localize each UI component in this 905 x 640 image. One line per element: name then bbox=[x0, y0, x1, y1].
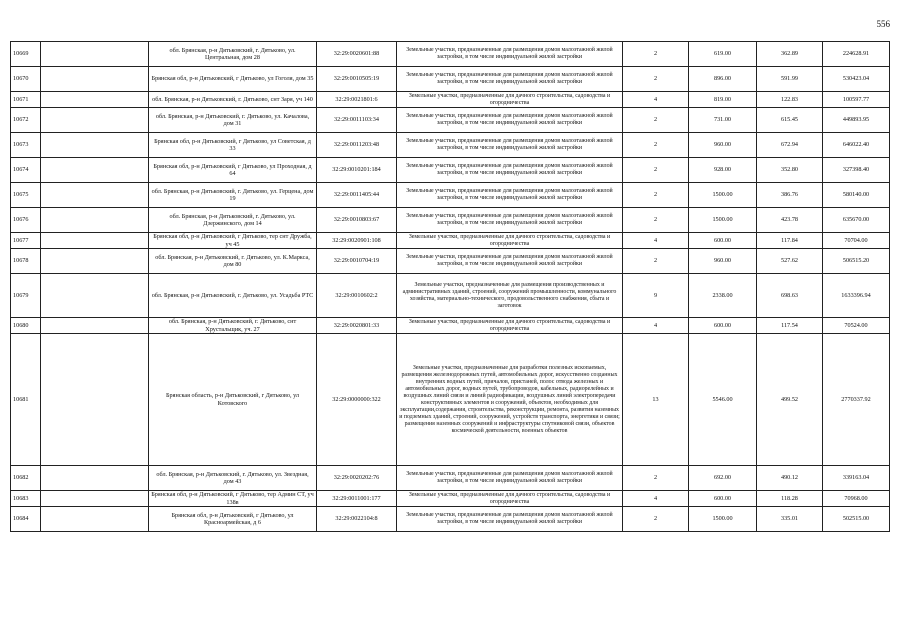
row-cadastral-number: 32:29:0010602:2 bbox=[317, 274, 397, 318]
row-rate: 698.63 bbox=[757, 274, 823, 318]
row-zone: 2 bbox=[623, 133, 689, 158]
row-land-use: Земельные участки, предназначенные для размещения домов малоэтажной жилой застройки, в том числе индивидуальной жилой застройки bbox=[397, 158, 623, 183]
row-zone: 2 bbox=[623, 183, 689, 208]
gap-cell bbox=[41, 108, 149, 133]
row-id: 10670 bbox=[11, 67, 41, 92]
gap-cell bbox=[41, 491, 149, 507]
row-zone: 2 bbox=[623, 466, 689, 491]
row-rate: 122.83 bbox=[757, 92, 823, 108]
row-land-use: Земельные участки, предназначенные для дачного строительства, садоводства и огородничества bbox=[397, 491, 623, 507]
gap-cell bbox=[41, 42, 149, 67]
row-cadastral-number: 32:29:0011001:177 bbox=[317, 491, 397, 507]
row-rate: 386.76 bbox=[757, 183, 823, 208]
row-cadastral-number: 32:29:0010803:67 bbox=[317, 208, 397, 233]
row-cadastral-number: 32:29:0010505:19 bbox=[317, 67, 397, 92]
row-cadastral-value: 70704.00 bbox=[823, 233, 890, 249]
row-address: Брянская обл, р-н Дятьковский, г Дятьково, тер снт Дружба, уч 45 bbox=[149, 233, 317, 249]
row-rate: 335.01 bbox=[757, 507, 823, 532]
gap-cell bbox=[41, 318, 149, 334]
row-address: обл. Брянская, р-н Дятьковский, г. Дятьково, ул. Дзержинского, дом 14 bbox=[149, 208, 317, 233]
row-rate: 527.62 bbox=[757, 249, 823, 274]
row-id: 10680 bbox=[11, 318, 41, 334]
row-land-use: Земельные участки, предназначенные для размещения производственных и административных зданий, строений, сооружений промышленности, коммунального хозяйства, материально-технического, продовольственного снабжения, сбыта и заготовок bbox=[397, 274, 623, 318]
row-address: обл. Брянская, р-н Дятьковский, г. Дятьково, ул. Звездная, дом 43 bbox=[149, 466, 317, 491]
row-zone: 2 bbox=[623, 108, 689, 133]
row-land-use: Земельные участки, предназначенные для размещения домов малоэтажной жилой застройки, в том числе индивидуальной жилой застройки bbox=[397, 507, 623, 532]
row-address: Брянская обл, р-н Дятьковский, г Дятьково, тер Админ СТ, уч 138в bbox=[149, 491, 317, 507]
row-area: 896.00 bbox=[689, 67, 757, 92]
row-cadastral-number: 32:29:0010201:184 bbox=[317, 158, 397, 183]
row-address: Брянская обл, р-н Дятьковский, г Дятьково, ул Гоголя, дом 35 bbox=[149, 67, 317, 92]
row-rate: 499.52 bbox=[757, 334, 823, 466]
row-zone: 2 bbox=[623, 208, 689, 233]
row-land-use: Земельные участки, предназначенные для размещения домов малоэтажной жилой застройки, в том числе индивидуальной жилой застройки bbox=[397, 466, 623, 491]
page-number: 556 bbox=[876, 19, 890, 29]
row-area: 600.00 bbox=[689, 491, 757, 507]
row-cadastral-number: 32:29:0020601:88 bbox=[317, 42, 397, 67]
gap-cell bbox=[41, 233, 149, 249]
gap-cell bbox=[41, 208, 149, 233]
row-area: 5546.00 bbox=[689, 334, 757, 466]
row-rate: 362.89 bbox=[757, 42, 823, 67]
row-rate: 118.28 bbox=[757, 491, 823, 507]
table-row bbox=[11, 183, 890, 208]
row-zone: 9 bbox=[623, 274, 689, 318]
table-row bbox=[11, 334, 890, 466]
row-cadastral-value: 502515.00 bbox=[823, 507, 890, 532]
row-cadastral-number: 32:29:0020801:33 bbox=[317, 318, 397, 334]
gap-cell bbox=[41, 133, 149, 158]
table-row bbox=[11, 133, 890, 158]
row-cadastral-value: 70968.00 bbox=[823, 491, 890, 507]
row-id: 10681 bbox=[11, 334, 41, 466]
table-row bbox=[11, 208, 890, 233]
gap-cell bbox=[41, 67, 149, 92]
row-zone: 4 bbox=[623, 233, 689, 249]
registry-body bbox=[11, 42, 890, 532]
row-address: обл. Брянская, р-н Дятьковский, г. Дятьково, ул. Центральная, дом 28 bbox=[149, 42, 317, 67]
gap-cell bbox=[41, 274, 149, 318]
row-id: 10671 bbox=[11, 92, 41, 108]
row-cadastral-value: 646022.40 bbox=[823, 133, 890, 158]
row-zone: 4 bbox=[623, 491, 689, 507]
row-cadastral-value: 1633396.94 bbox=[823, 274, 890, 318]
row-land-use: Земельные участки, предназначенные для размещения домов малоэтажной жилой застройки, в том числе индивидуальной жилой застройки bbox=[397, 42, 623, 67]
row-cadastral-value: 70524.00 bbox=[823, 318, 890, 334]
row-area: 960.00 bbox=[689, 133, 757, 158]
row-address: обл. Брянская, р-н Дятьковский, г. Дятьково, ул. Герцена, дом 19 bbox=[149, 183, 317, 208]
table-row bbox=[11, 318, 890, 334]
table-row bbox=[11, 249, 890, 274]
row-id: 10669 bbox=[11, 42, 41, 67]
row-area: 600.00 bbox=[689, 233, 757, 249]
row-area: 819.00 bbox=[689, 92, 757, 108]
row-id: 10683 bbox=[11, 491, 41, 507]
row-rate: 490.12 bbox=[757, 466, 823, 491]
row-cadastral-value: 224628.91 bbox=[823, 42, 890, 67]
row-land-use: Земельные участки, предназначенные для дачного строительства, садоводства и огородничества bbox=[397, 92, 623, 108]
table-row bbox=[11, 42, 890, 67]
row-id: 10672 bbox=[11, 108, 41, 133]
row-area: 731.00 bbox=[689, 108, 757, 133]
row-cadastral-number: 32:29:0011103:34 bbox=[317, 108, 397, 133]
row-address: Брянская обл, р-н Дятьковский, г Дятьково, ул Красноармейская, д 6 bbox=[149, 507, 317, 532]
row-area: 1500.00 bbox=[689, 507, 757, 532]
gap-cell bbox=[41, 466, 149, 491]
row-zone: 2 bbox=[623, 158, 689, 183]
row-zone: 2 bbox=[623, 42, 689, 67]
row-land-use: Земельные участки, предназначенные для размещения домов малоэтажной жилой застройки, в том числе индивидуальной жилой застройки bbox=[397, 208, 623, 233]
row-address: Брянская обл, р-н Дятьковский, г Дятьково, ул Проходная, д 64 bbox=[149, 158, 317, 183]
row-rate: 591.99 bbox=[757, 67, 823, 92]
row-address: обл. Брянская, р-н Дятьковский, г. Дятьково, ул. К.Маркса, дом 80 bbox=[149, 249, 317, 274]
row-zone: 4 bbox=[623, 318, 689, 334]
row-cadastral-value: 449893.95 bbox=[823, 108, 890, 133]
row-cadastral-value: 530423.04 bbox=[823, 67, 890, 92]
table-row bbox=[11, 274, 890, 318]
row-id: 10684 bbox=[11, 507, 41, 532]
row-address: обл. Брянская, р-н Дятьковский, г. Дятьково, снт Хрустальщик, уч. 27 bbox=[149, 318, 317, 334]
row-zone: 13 bbox=[623, 334, 689, 466]
row-area: 928.00 bbox=[689, 158, 757, 183]
row-cadastral-number: 32:29:0011405:44 bbox=[317, 183, 397, 208]
row-id: 10676 bbox=[11, 208, 41, 233]
row-cadastral-number: 32:29:0010704:19 bbox=[317, 249, 397, 274]
row-zone: 2 bbox=[623, 249, 689, 274]
row-id: 10679 bbox=[11, 274, 41, 318]
row-cadastral-value: 100597.77 bbox=[823, 92, 890, 108]
row-land-use: Земельные участки, предназначенные для дачного строительства, садоводства и огородничества bbox=[397, 233, 623, 249]
row-rate: 423.78 bbox=[757, 208, 823, 233]
row-id: 10678 bbox=[11, 249, 41, 274]
row-cadastral-number: 32:29:0020901:108 bbox=[317, 233, 397, 249]
land-registry-table bbox=[10, 41, 890, 532]
row-rate: 117.54 bbox=[757, 318, 823, 334]
gap-cell bbox=[41, 507, 149, 532]
row-id: 10682 bbox=[11, 466, 41, 491]
row-rate: 352.80 bbox=[757, 158, 823, 183]
row-address: Брянская область, р-н Дятьковский, г Дятьково, ул Котовского bbox=[149, 334, 317, 466]
row-land-use: Земельные участки, предназначенные для размещения домов малоэтажной жилой застройки, в том числе индивидуальной жилой застройки bbox=[397, 249, 623, 274]
row-address: обл. Брянская, р-н Дятьковский, г. Дятьково, ул. Качалова, дом 31 bbox=[149, 108, 317, 133]
table-row bbox=[11, 108, 890, 133]
gap-cell bbox=[41, 183, 149, 208]
row-cadastral-number: 32:29:0020202:76 bbox=[317, 466, 397, 491]
row-area: 619.00 bbox=[689, 42, 757, 67]
row-land-use: Земельные участки, предназначенные для разработки полезных ископаемых, размещения железнодорожных путей, автомобильных дорог, искусственно созданных внутренних водных путей, причалов, пристаней, полос отвода железных и автомобильных дорог, водных путей, трубопроводов, кабельных, радиорелейных и воздушных линий связи и линий радиофикации, воздушных линий электропередачи конструктивных элементов и сооружений, объектов, необходимых для эксплуатации,содержания, строительства, реконструкции, ремонта, развития наземных и подземных зданий, строений, сооружений, устройств транспорта, энергетики и связи; размещения наземных сооружений и инфраструктуры спутниковой связи, объектов космической деятельности, военных объектов bbox=[397, 334, 623, 466]
row-area: 600.00 bbox=[689, 318, 757, 334]
table-row bbox=[11, 67, 890, 92]
table-row bbox=[11, 466, 890, 491]
row-address: обл. Брянская, р-н Дятьковский, г. Дятьково, ул. Усадьба РТС bbox=[149, 274, 317, 318]
row-area: 1500.00 bbox=[689, 208, 757, 233]
row-id: 10674 bbox=[11, 158, 41, 183]
gap-cell bbox=[41, 249, 149, 274]
row-area: 1500.00 bbox=[689, 183, 757, 208]
gap-cell bbox=[41, 92, 149, 108]
row-rate: 117.84 bbox=[757, 233, 823, 249]
row-cadastral-value: 2770337.92 bbox=[823, 334, 890, 466]
table-row bbox=[11, 507, 890, 532]
row-cadastral-number: 32:29:0022104:8 bbox=[317, 507, 397, 532]
gap-cell bbox=[41, 158, 149, 183]
row-land-use: Земельные участки, предназначенные для размещения домов малоэтажной жилой застройки, в том числе индивидуальной жилой застройки bbox=[397, 133, 623, 158]
row-zone: 4 bbox=[623, 92, 689, 108]
row-id: 10677 bbox=[11, 233, 41, 249]
gap-cell bbox=[41, 334, 149, 466]
row-land-use: Земельные участки, предназначенные для размещения домов малоэтажной жилой застройки, в том числе индивидуальной жилой застройки bbox=[397, 67, 623, 92]
row-cadastral-number: 32:29:0000000:322 bbox=[317, 334, 397, 466]
row-area: 692.00 bbox=[689, 466, 757, 491]
row-cadastral-value: 506515.20 bbox=[823, 249, 890, 274]
row-cadastral-number: 32:29:0011203:48 bbox=[317, 133, 397, 158]
row-cadastral-number: 32:29:0021801:6 bbox=[317, 92, 397, 108]
row-area: 2338.00 bbox=[689, 274, 757, 318]
row-id: 10675 bbox=[11, 183, 41, 208]
table-row bbox=[11, 92, 890, 108]
row-rate: 615.45 bbox=[757, 108, 823, 133]
row-address: Брянская обл, р-н Дятьковский, г Дятьково, ул Советская, д 33 bbox=[149, 133, 317, 158]
row-land-use: Земельные участки, предназначенные для дачного строительства, садоводства и огородничества bbox=[397, 318, 623, 334]
row-address: обл. Брянская, р-н Дятьковский, г. Дятьково, снт Заря, уч 140 bbox=[149, 92, 317, 108]
table-row bbox=[11, 158, 890, 183]
row-zone: 2 bbox=[623, 507, 689, 532]
row-zone: 2 bbox=[623, 67, 689, 92]
row-cadastral-value: 327398.40 bbox=[823, 158, 890, 183]
table-row bbox=[11, 233, 890, 249]
row-land-use: Земельные участки, предназначенные для размещения домов малоэтажной жилой застройки, в том числе индивидуальной жилой застройки bbox=[397, 183, 623, 208]
row-cadastral-value: 339163.04 bbox=[823, 466, 890, 491]
row-land-use: Земельные участки, предназначенные для размещения домов малоэтажной жилой застройки, в том числе индивидуальной жилой застройки bbox=[397, 108, 623, 133]
row-cadastral-value: 580140.00 bbox=[823, 183, 890, 208]
row-area: 960.00 bbox=[689, 249, 757, 274]
row-rate: 672.94 bbox=[757, 133, 823, 158]
table-row bbox=[11, 491, 890, 507]
row-cadastral-value: 635670.00 bbox=[823, 208, 890, 233]
row-id: 10673 bbox=[11, 133, 41, 158]
